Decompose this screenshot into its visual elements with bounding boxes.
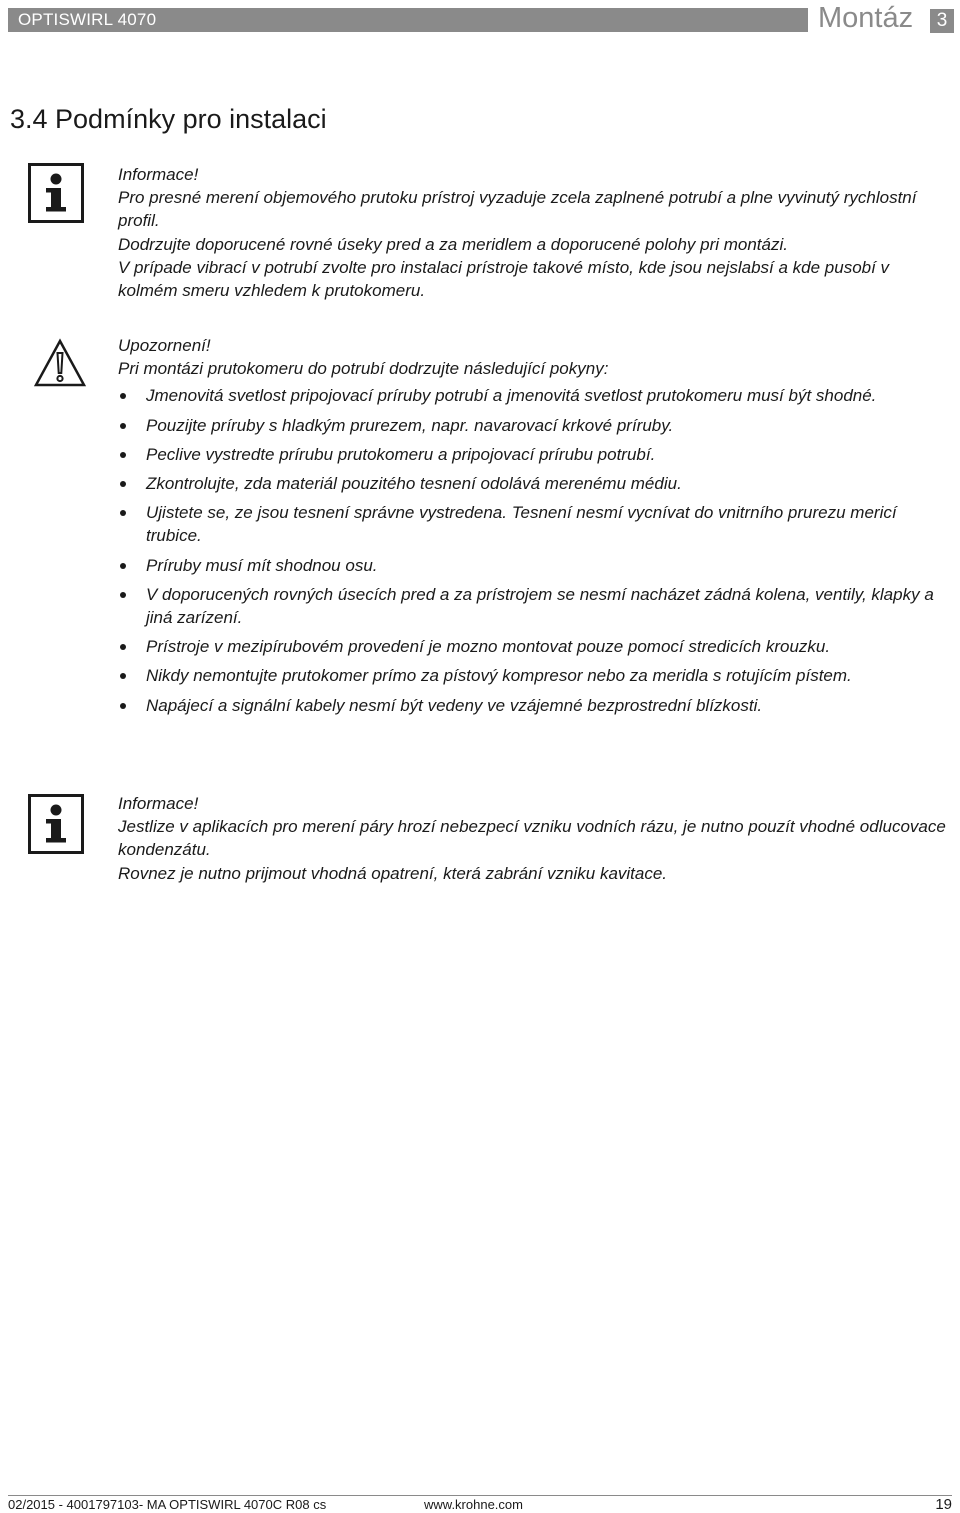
bullet-icon (120, 452, 126, 458)
list-item (118, 414, 950, 437)
list-item-text: Nikdy nemontujte prutokomer prímo za pístový kompresor nebo za meridla s rotujícím pístem. (146, 666, 852, 686)
list-item (118, 664, 950, 687)
section-heading: 3.4 Podmínky pro instalaci (10, 104, 327, 134)
bullet-icon (120, 393, 126, 399)
warning-intro: Pri montázi prutokomeru do potrubí dodrzujte následující pokyny: (118, 359, 609, 379)
list-item-text: Peclive vystredte prírubu prutokomeru a pripojovací prírubu potrubí. (146, 444, 656, 464)
list-item-text: Príruby musí mít shodnou osu. (146, 555, 378, 575)
info-text: Pro presné merení objemového prutoku prístroj vyzaduje zcela zaplnené potrubí a plne vyvinutý rychlostní profil. (118, 188, 917, 231)
list-item-text: Zkontrolujte, zda materiál pouzitého tesnení odolává merenému médiu. (146, 474, 682, 494)
header-product-name: OPTISWIRL 4070 (18, 10, 157, 29)
info-text: Dodrzujte doporucené rovné úseky pred a za meridlem a doporucené polohy pri montázi. (118, 234, 788, 254)
list-item (118, 554, 950, 577)
warning-list (118, 384, 950, 716)
list-item (118, 583, 950, 629)
warning-label: Upozornení! (118, 336, 211, 355)
list-item-text: Pouzijte príruby s hladkým prurezem, napr. navarovací krkové príruby. (146, 415, 674, 435)
info-icon (28, 794, 84, 850)
header-chapter-number: 3 (930, 9, 954, 33)
list-item (118, 635, 950, 658)
bullet-icon (120, 510, 126, 516)
bullet-icon (120, 423, 126, 429)
list-item-text: Ujistete se, ze jsou tesnení správne vystredena. Tesnení nesmí vycnívat do vnitrního prurezu mericí trubice. (146, 503, 897, 546)
info-text: V prípade vibrací v potrubí zvolte pro instalaci prístroje takové místo, kde jsou nejslabsí a kde pusobí v kolmém smeru vzhledem k prutokomeru. (118, 257, 890, 301)
bullet-icon (120, 673, 126, 679)
footer-document-id: 02/2015 - 4001797103- MA OPTISWIRL 4070C R08 cs (8, 1497, 327, 1512)
warning-icon (33, 338, 89, 394)
list-item (118, 694, 950, 717)
list-item (118, 472, 950, 495)
list-item (118, 443, 950, 466)
info-label: Informace! (118, 794, 199, 813)
footer-website: www.krohne.com (424, 1497, 523, 1512)
footer-divider (8, 1495, 952, 1496)
bullet-icon (120, 644, 126, 650)
list-item (118, 501, 950, 547)
info-icon (28, 163, 84, 219)
list-item (118, 384, 950, 407)
warning-block (118, 334, 950, 723)
info-block-1 (118, 163, 950, 302)
list-item-text: Prístroje v mezipírubovém provedení je mozno montovat pouze pomocí stredicích krouzku. (146, 637, 831, 657)
list-item-text: Jmenovitá svetlost pripojovací príruby potrubí a jmenovitá svetlost prutokomeru musí být shodné. (146, 386, 877, 406)
bullet-icon (120, 563, 126, 569)
info-text: Rovnez je nutno prijmout vhodná opatrení, která zabrání vzniku kavitace. (118, 863, 668, 883)
header-chapter-title: Montáz (818, 2, 914, 34)
page-number: 19 (935, 1496, 952, 1513)
bullet-icon (120, 703, 126, 709)
list-item-text: Napájecí a signální kabely nesmí být vedeny ve vzájemné bezprostrední blízkosti. (146, 695, 763, 715)
info-block-2 (118, 792, 950, 885)
info-text: Jestlize v aplikacích pro merení páry hrozí nebezpecí vzniku vodních rázu, je nutno pouzít vhodné odlucovace kondenzátu. (118, 817, 946, 860)
list-item-text: V doporucených rovných úsecích pred a za prístrojem se nesmí nacházet zádná kolena, ventily, klapky a jiná zarízení. (146, 584, 934, 628)
bullet-icon (120, 592, 126, 598)
bullet-icon (120, 481, 126, 487)
info-label: Informace! (118, 165, 199, 184)
